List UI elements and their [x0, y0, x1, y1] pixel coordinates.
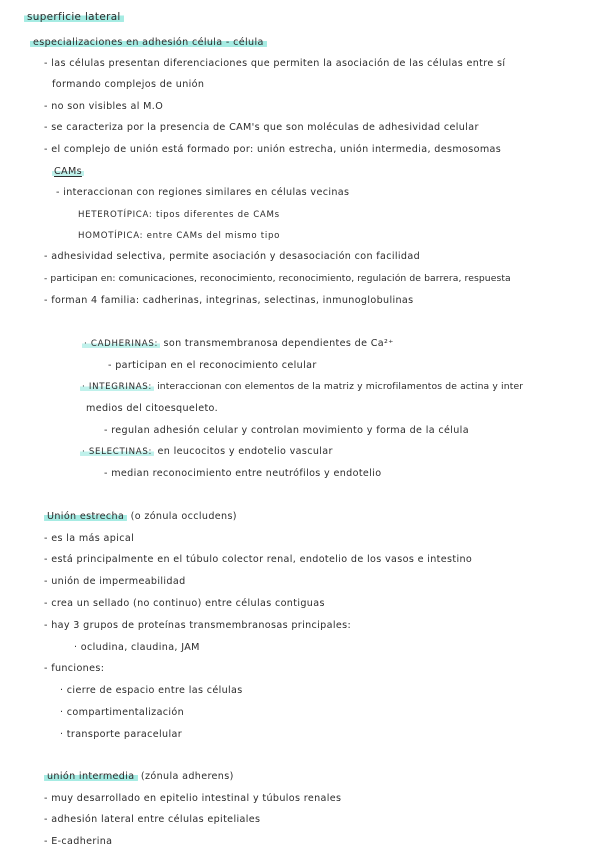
- list-item: - hay 3 grupos de proteínas transmembranosas principales:: [44, 620, 352, 631]
- list-item: - participan en el reconocimiento celular: [108, 360, 317, 371]
- list-item: - regulan adhesión celular y controlan movimiento y forma de la célula: [104, 425, 469, 436]
- union-estrecha-heading-text: Unión estrecha: [44, 511, 127, 522]
- cams-heading-text: CAMs: [54, 166, 82, 177]
- selectinas-label: · SELECTINAS:: [82, 447, 153, 457]
- list-item: HOMOTÍPICA: entre CAMs del mismo tipo: [78, 231, 281, 241]
- list-item: - participan en: comunicaciones, reconocimiento, reconocimiento, regulación de barrera, respuesta: [44, 273, 511, 284]
- list-item: formando complejos de unión: [52, 79, 205, 90]
- list-item: - muy desarrollado en epitelio intestinal y túbulos renales: [44, 793, 342, 804]
- list-item: - E-cadherina: [44, 836, 113, 847]
- list-item: - no son visibles al M.O: [44, 101, 164, 112]
- list-item: - está principalmente en el túbulo colector renal, endotelio de los vasos e intestino: [44, 554, 473, 565]
- cadherinas-label: · CADHERINAS:: [84, 339, 159, 349]
- integrinas-line: [80, 381, 523, 393]
- list-item: - se caracteriza por la presencia de CAM's que son moléculas de adhesividad celular: [44, 122, 479, 133]
- list-item: - crea un sellado (no continuo) entre células contiguas: [44, 598, 325, 609]
- union-estrecha-heading-extra: (o zónula occludens): [127, 511, 237, 522]
- list-item: · cierre de espacio entre las células: [60, 685, 243, 696]
- list-item: - unión de impermeabilidad: [44, 576, 186, 587]
- selectinas-text: en leucocitos y endotelio vascular: [154, 446, 333, 457]
- union-estrecha-heading: [44, 511, 237, 523]
- list-item: · compartimentalización: [60, 707, 185, 718]
- selectinas-line: [80, 446, 333, 458]
- list-item: - forman 4 familia: cadherinas, integrinas, selectinas, inmunoglobulinas: [44, 295, 414, 306]
- union-intermedia-heading-extra: (zónula adherens): [137, 771, 234, 782]
- list-item: - adhesividad selectiva, permite asociación y desasociación con facilidad: [44, 251, 421, 262]
- list-item: · transporte paracelular: [60, 729, 182, 740]
- page-title: [24, 11, 124, 23]
- especializaciones-heading: [30, 37, 267, 49]
- list-item: HETEROTÍPICA: tipos diferentes de CAMs: [78, 210, 280, 220]
- cadherinas-line: [82, 338, 394, 350]
- list-item: - las células presentan diferenciaciones que permiten la asociación de las células entre sí: [44, 58, 506, 69]
- integrinas-label: · INTEGRINAS:: [82, 382, 153, 392]
- list-item: - el complejo de unión está formado por: unión estrecha, unión intermedia, desmosomas: [44, 144, 502, 155]
- list-item: - median reconocimiento entre neutrófilos y endotelio: [104, 468, 382, 479]
- list-item: medios del citoesqueleto.: [86, 403, 219, 414]
- list-item: - adhesión lateral entre células epiteliales: [44, 814, 261, 825]
- list-item: · ocludina, claudina, JAM: [74, 642, 200, 653]
- union-intermedia-heading: [44, 771, 234, 783]
- union-intermedia-heading-text: unión intermedia: [44, 771, 138, 782]
- list-item: - es la más apical: [44, 533, 135, 544]
- page-title-text: superficie lateral: [24, 11, 124, 23]
- cams-heading: [52, 166, 84, 178]
- list-item: - interaccionan con regiones similares en células vecinas: [56, 187, 350, 198]
- list-item: - funciones:: [44, 663, 105, 674]
- especializaciones-heading-text: especializaciones en adhesión célula - célula: [30, 37, 267, 48]
- integrinas-text: interaccionan con elementos de la matriz y microfilamentos de actina y inter: [154, 381, 524, 392]
- cadherinas-text: son transmembranosa dependientes de Ca²⁺: [160, 338, 394, 349]
